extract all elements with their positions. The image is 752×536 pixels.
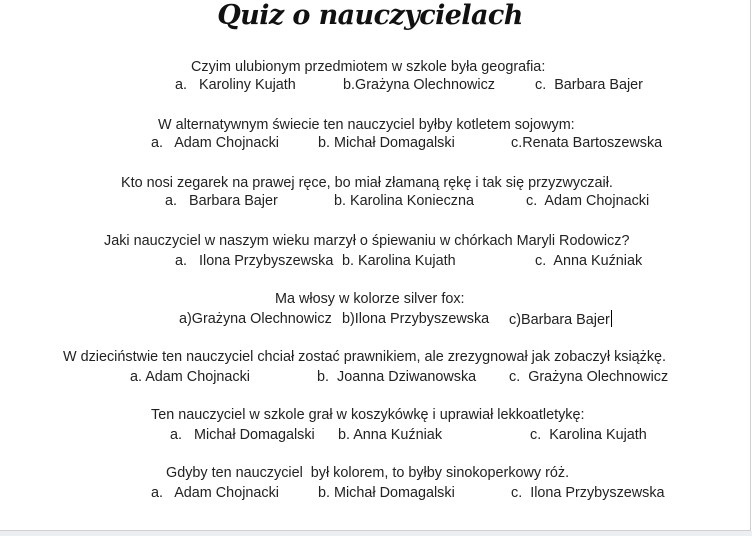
quiz-title: Quiz o nauczycielach bbox=[217, 0, 523, 31]
option-a: a. Karoliny Kujath bbox=[175, 77, 296, 93]
question-text: Gdyby ten nauczyciel był kolorem, to byłby sinokoperkowy róż. bbox=[166, 465, 570, 481]
option-c: c. Ilona Przybyszewska bbox=[511, 485, 665, 501]
question-text: Czyim ulubionym przedmiotem w szkole była geografia: bbox=[191, 59, 546, 75]
option-b: b. Michał Domagalski bbox=[318, 485, 455, 501]
option-c: c)Barbara Bajer bbox=[509, 310, 612, 329]
option-a: a. Adam Chojnacki bbox=[130, 369, 250, 385]
option-b: b)Ilona Przybyszewska bbox=[342, 311, 490, 327]
option-c: c.Renata Bartoszewska bbox=[511, 135, 663, 151]
question-text: Jaki nauczyciel w naszym wieku marzył o śpiewaniu w chórkach Maryli Rodowicz? bbox=[104, 233, 630, 249]
question-text: W alternatywnym świecie ten nauczyciel byłby kotletem sojowym: bbox=[158, 117, 575, 133]
option-c: c. Barbara Bajer bbox=[535, 77, 643, 93]
question-text: W dzieciństwie ten nauczyciel chciał zostać prawnikiem, ale zrezygnował jak zobaczył książkę. bbox=[63, 349, 667, 365]
option-c: c. Grażyna Olechnowicz bbox=[509, 369, 669, 385]
option-b: b. Karolina Konieczna bbox=[334, 193, 474, 209]
option-b: b. Joanna Dziwanowska bbox=[317, 369, 477, 385]
option-a: a. Michał Domagalski bbox=[170, 427, 315, 443]
page-gap bbox=[0, 531, 752, 536]
option-a: a)Grażyna Olechnowicz bbox=[179, 311, 332, 327]
option-a: a. Adam Chojnacki bbox=[151, 135, 279, 151]
text-cursor bbox=[611, 310, 613, 327]
question-text: Ten nauczyciel w szkole grał w koszykówkę i uprawiał lekkoatletykę: bbox=[151, 407, 585, 423]
option-a: a. Ilona Przybyszewska bbox=[175, 253, 334, 269]
option-b: b.Grażyna Olechnowicz bbox=[343, 77, 495, 93]
option-c: c. Anna Kuźniak bbox=[535, 253, 643, 269]
option-b: b. Michał Domagalski bbox=[318, 135, 455, 151]
question-text: Kto nosi zegarek na prawej ręce, bo miał złamaną rękę i tak się przyzwyczaił. bbox=[121, 175, 613, 191]
option-b: b. Anna Kuźniak bbox=[338, 427, 443, 443]
option-c: c. Karolina Kujath bbox=[530, 427, 647, 443]
option-a: a. Barbara Bajer bbox=[165, 193, 278, 209]
option-b: b. Karolina Kujath bbox=[342, 253, 456, 269]
question-text: Ma włosy w kolorze silver fox: bbox=[275, 291, 465, 307]
option-c: c. Adam Chojnacki bbox=[526, 193, 650, 209]
option-a: a. Adam Chojnacki bbox=[151, 485, 279, 501]
